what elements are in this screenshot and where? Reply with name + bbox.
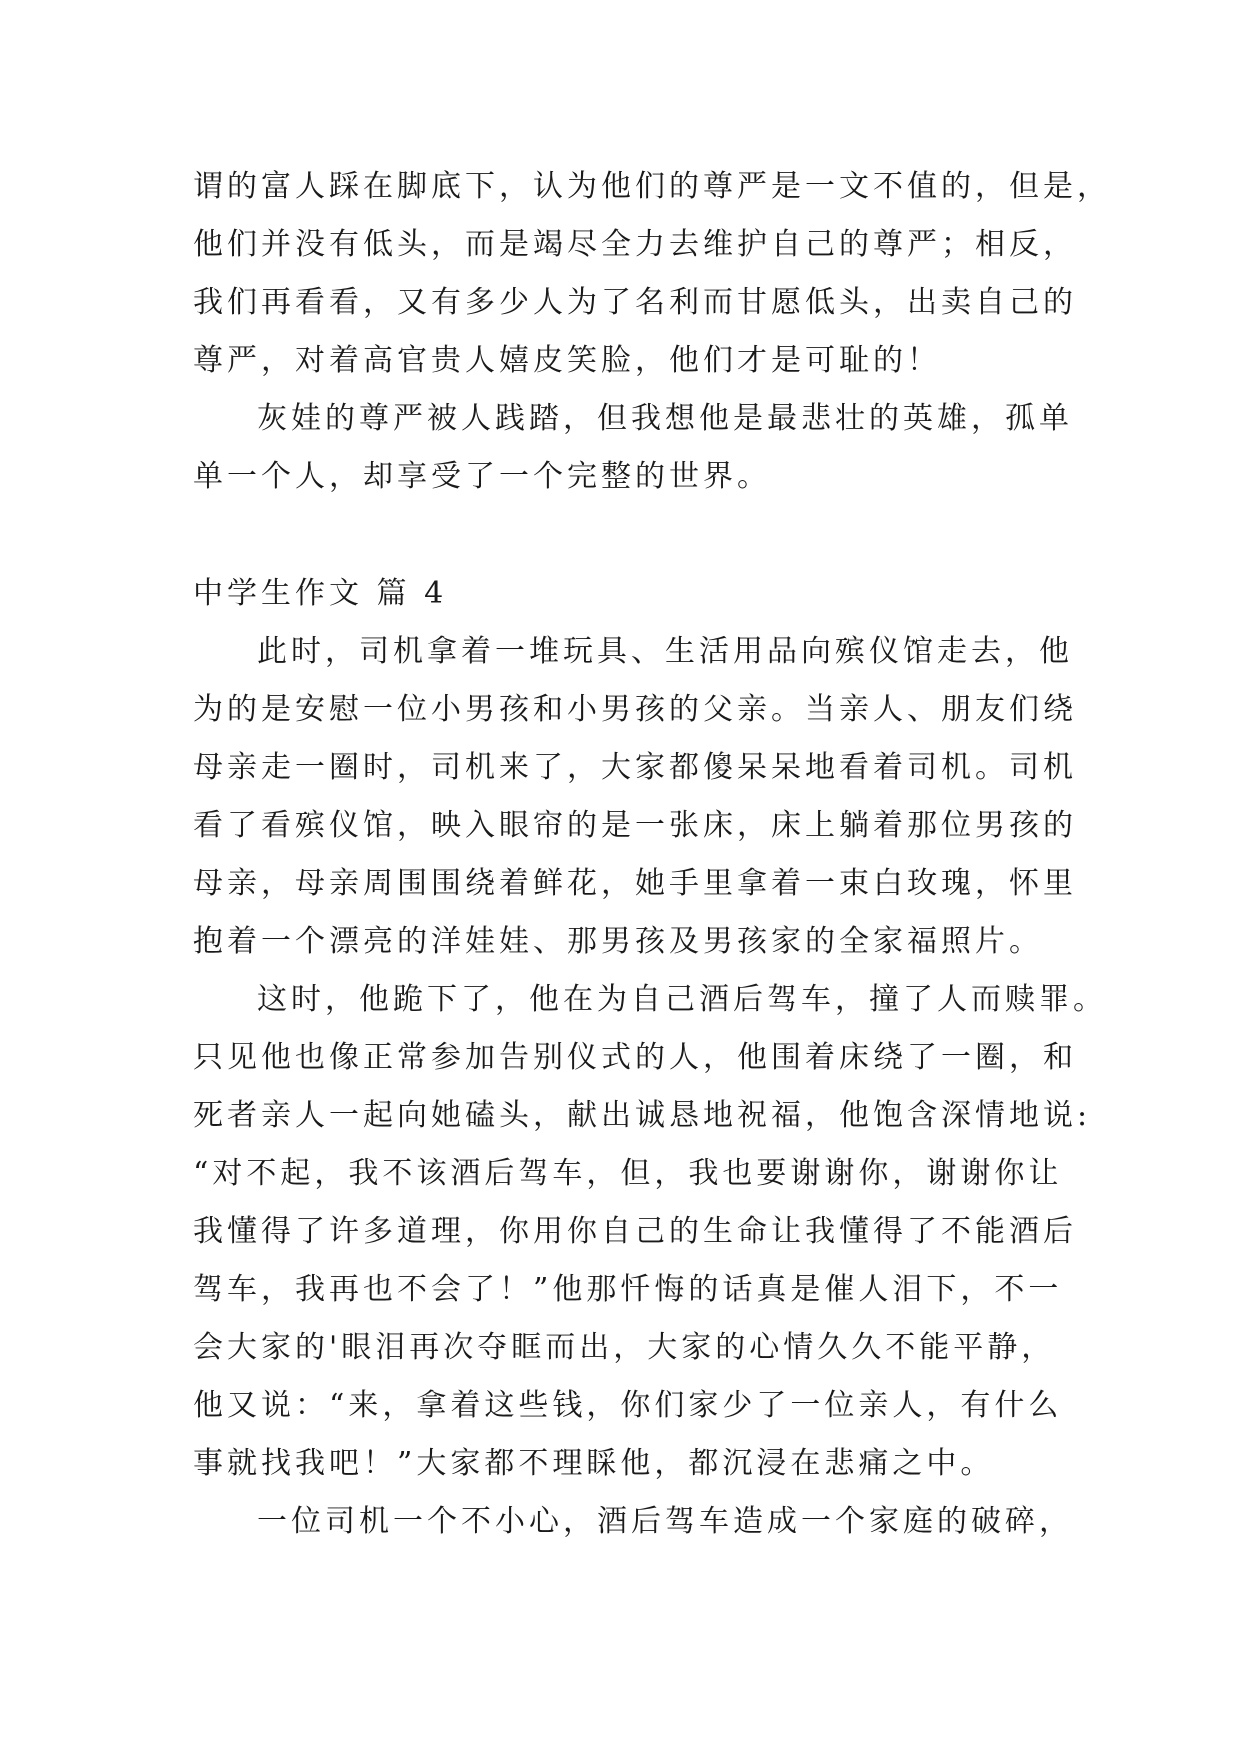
text-line: 我们再看看，又有多少人为了名利而甘愿低头，出卖自己的 (193, 285, 1077, 320)
text-line: 单一个人，却享受了一个完整的世界。 (193, 459, 771, 494)
text-line: 母亲走一圈时，司机来了，大家都傻呆呆地看着司机。司机 (193, 750, 1077, 785)
text-line: “对不起，我不该酒后驾车，但，我也要谢谢你，谢谢你让 (193, 1156, 1063, 1191)
document-page (193, 158, 1111, 1551)
text-line: 尊严，对着高官贵人嬉皮笑脸，他们才是可耻的！ (193, 343, 941, 378)
paragraph-2 (193, 971, 1107, 1493)
text-line: 谓的富人踩在脚底下，认为他们的尊严是一文不值的，但是， (193, 169, 1111, 204)
text-line: 会大家的'眼泪再次夺眶而出，大家的心情久久不能平静， (193, 1330, 1056, 1365)
text-line: 为的是安慰一位小男孩和小男孩的父亲。当亲人、朋友们绕 (193, 692, 1077, 727)
text-line: 他们并没有低头，而是竭尽全力去维护自己的尊严；相反， (193, 227, 1077, 262)
paragraph-3 (193, 1493, 1073, 1551)
text-line: 驾车，我再也不会了！”他那忏悔的话真是催人泪下，不一 (193, 1272, 1063, 1307)
text-line: 一位司机一个不小心，酒后驾车造成一个家庭的破碎， (257, 1504, 1073, 1539)
paragraph-continuation (193, 158, 1111, 390)
paragraph-closing (193, 390, 1073, 506)
text-line: 母亲，母亲周围围绕着鲜花，她手里拿着一束白玫瑰，怀里 (193, 866, 1077, 901)
text-line: 他又说：“来，拿着这些钱，你们家少了一位亲人，有什么 (193, 1388, 1063, 1423)
text-line: 死者亲人一起向她磕头，献出诚恳地祝福，他饱含深情地说: (193, 1098, 1092, 1133)
text-line: 灰娃的尊严被人践踏，但我想他是最悲壮的英雄，孤单 (257, 401, 1073, 436)
text-line: 这时，他跪下了，他在为自己酒后驾车，撞了人而赎罪。 (257, 982, 1107, 1017)
text-line: 看了看殡仪馆，映入眼帘的是一张床，床上躺着那位男孩的 (193, 808, 1077, 843)
text-line: 只见他也像正常参加告别仪式的人，他围着床绕了一圈，和 (193, 1040, 1077, 1075)
text-line: 事就找我吧！”大家都不理睬他，都沉浸在悲痛之中。 (193, 1446, 995, 1481)
text-line: 此时，司机拿着一堆玩具、生活用品向殡仪馆走去，他 (257, 634, 1073, 669)
paragraph-1 (193, 623, 1077, 971)
text-line: 抱着一个漂亮的洋娃娃、那男孩及男孩家的全家福照片。 (193, 924, 1043, 959)
section-heading: 中学生作文 篇 4 (193, 576, 448, 611)
text-line: 我懂得了许多道理，你用你自己的生命让我懂得了不能酒后 (193, 1214, 1077, 1249)
